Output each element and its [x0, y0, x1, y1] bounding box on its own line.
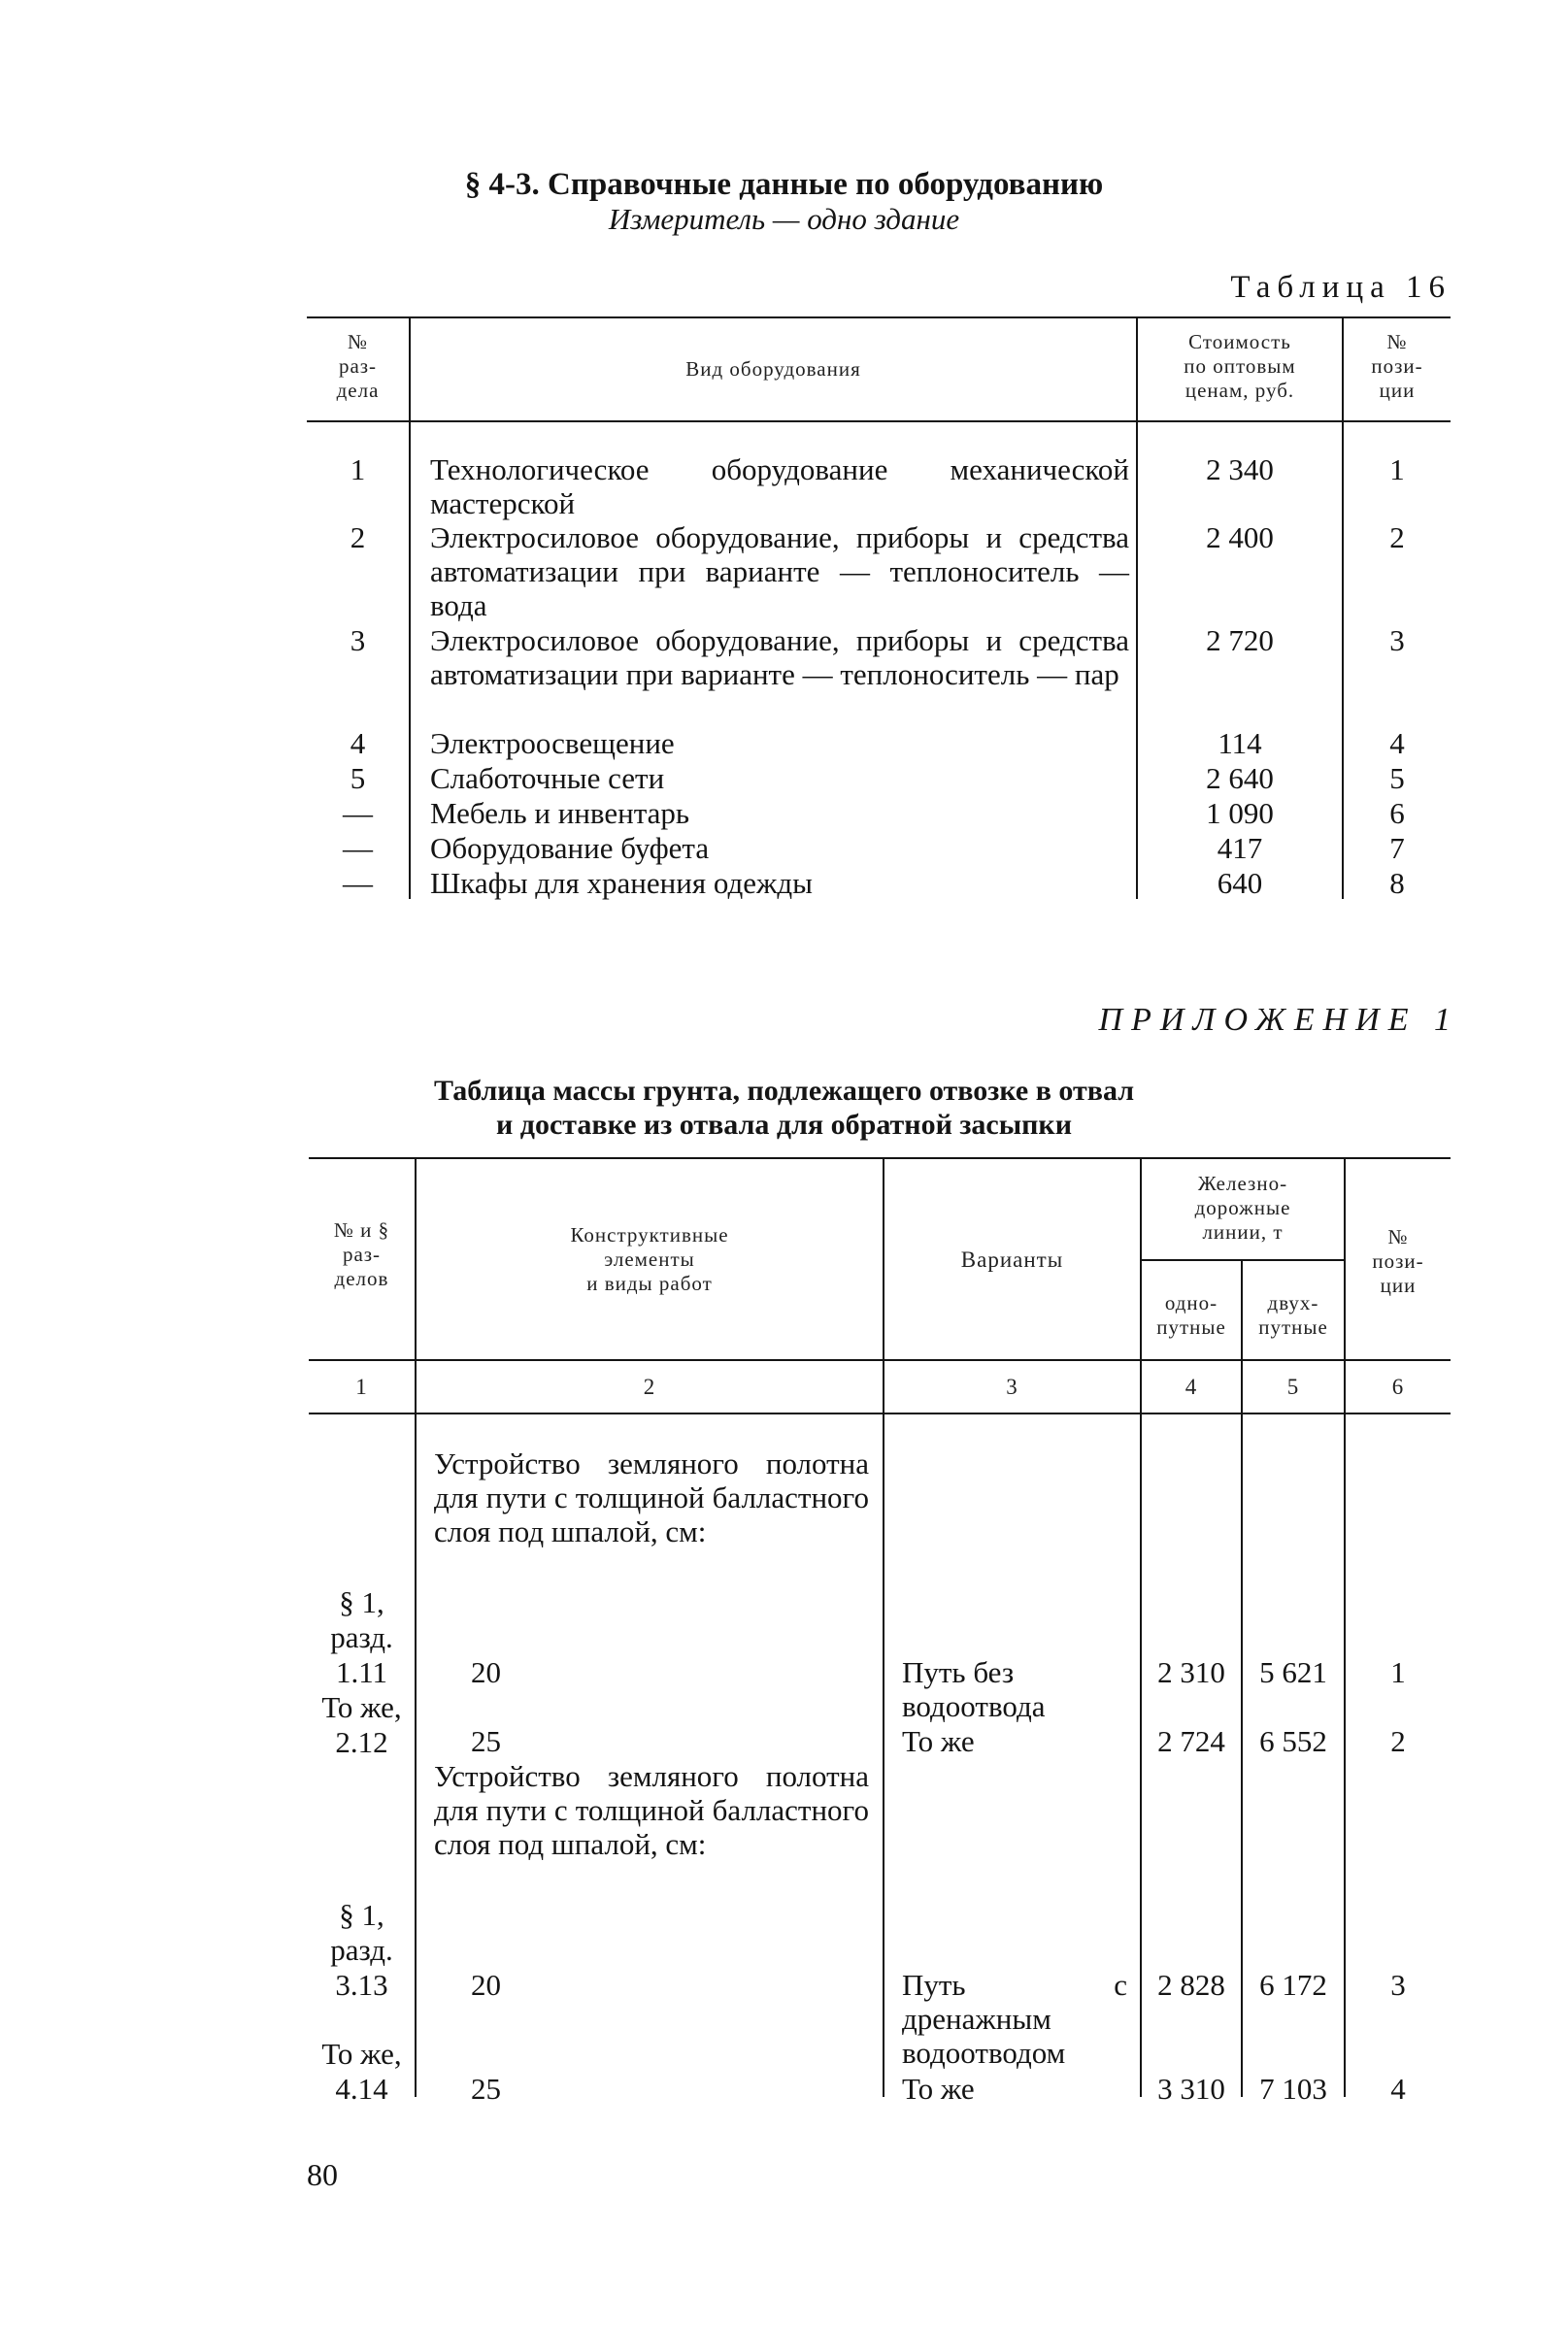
app-header-element: Конструктивные элементы и виды работ — [570, 1223, 729, 1295]
app-element: 20 — [471, 1655, 501, 1689]
app-position: 2 — [1390, 1724, 1406, 1758]
app-header-rail-lines: Железно- дорожные линии, т — [1194, 1172, 1291, 1244]
t16-pos: 4 — [1389, 726, 1405, 760]
app-double-track-value: 7 103 — [1259, 2072, 1327, 2106]
app-ref: То же, 2.12 — [321, 1690, 402, 1759]
app-group-heading: Устройство земляного полотна для пути с толщиной балластного слоя под шпалой, см: — [434, 1759, 869, 1861]
t16-pos: 8 — [1389, 866, 1405, 900]
appendix-label: ПРИЛОЖЕНИЕ 1 — [1098, 1002, 1459, 1038]
t16-name: Шкафы для хранения одежды — [430, 866, 813, 900]
app-position: 4 — [1390, 2072, 1406, 2106]
app-double-track-value: 6 552 — [1259, 1724, 1327, 1758]
t16-cost: 1 090 — [1206, 796, 1274, 830]
app-position: 3 — [1390, 1968, 1406, 2002]
t16-sec: 5 — [350, 761, 366, 795]
t16-name: Технологическое оборудование механической мастерской — [430, 452, 1129, 520]
t16-pos: 5 — [1389, 761, 1405, 795]
section-measure: Измеритель — одно здание — [608, 202, 960, 236]
t16-header-equipment: Вид оборудования — [685, 357, 861, 381]
app-header-double-track: двух- путные — [1258, 1291, 1328, 1339]
app-element: 20 — [471, 1968, 501, 2002]
t16-name: Электросиловое оборудование, приборы и средства автоматизации при варианте — теплоноситель — вода — [430, 520, 1129, 622]
t16-pos: 7 — [1389, 831, 1405, 865]
page-number: 80 — [307, 2157, 338, 2192]
app-single-track-value: 2 310 — [1157, 1655, 1225, 1689]
app-position: 1 — [1390, 1655, 1406, 1689]
t16-name: Электросиловое оборудование, приборы и средства автоматизации при варианте — теплоноситель — пар — [430, 623, 1129, 691]
app-single-track-value: 2 724 — [1157, 1724, 1225, 1758]
app-variant: Путь без водоотвода — [902, 1655, 1046, 1723]
app-header-position: № пози- ции — [1372, 1225, 1424, 1297]
t16-name: Электроосвещение — [430, 726, 675, 760]
t16-name: Слаботочные сети — [430, 761, 665, 795]
t16-cost: 2 400 — [1206, 520, 1274, 554]
app-col-number: 1 — [355, 1375, 368, 1399]
t16-sec: 1 — [350, 452, 366, 486]
app-ref: § 1, разд. 3.13 — [330, 1898, 393, 2002]
t16-cost: 2 640 — [1206, 761, 1274, 795]
t16-name: Мебель и инвентарь — [430, 796, 690, 830]
t16-cost: 640 — [1217, 866, 1263, 900]
app-header-ref: № и § раз- делов — [333, 1218, 390, 1290]
t16-cost: 114 — [1218, 726, 1262, 760]
t16-header-cost: Стоимость по оптовым ценам, руб. — [1184, 330, 1296, 402]
t16-header-position: № пози- ции — [1371, 330, 1423, 402]
app-single-track-value: 2 828 — [1157, 1968, 1225, 2002]
app-col-number: 2 — [643, 1375, 656, 1399]
app-element: 25 — [471, 2072, 501, 2106]
t16-name: Оборудование буфета — [430, 831, 710, 865]
app-variant: То же — [902, 2072, 975, 2106]
app-variant: Путь с дренажным водоотводом — [902, 1968, 1127, 2070]
app-col-number: 5 — [1286, 1375, 1300, 1399]
app-group-heading: Устройство земляного полотна для пути с толщиной балластного слоя под шпалой, см: — [434, 1447, 869, 1548]
app-ref: То же, 4.14 — [321, 2037, 402, 2106]
app-variant: То же — [902, 1724, 975, 1758]
t16-sec: 4 — [350, 726, 366, 760]
app-single-track-value: 3 310 — [1157, 2072, 1225, 2106]
t16-sec: — — [343, 796, 373, 830]
t16-cost: 2 720 — [1206, 623, 1274, 657]
t16-cost: 417 — [1217, 831, 1263, 865]
t16-pos: 3 — [1389, 623, 1405, 657]
app-col-number: 4 — [1184, 1375, 1198, 1399]
app-col-number: 6 — [1391, 1375, 1405, 1399]
t16-sec: 3 — [350, 623, 366, 657]
t16-pos: 2 — [1389, 520, 1405, 554]
app-double-track-value: 6 172 — [1259, 1968, 1327, 2002]
app-header-single-track: одно- путные — [1156, 1291, 1226, 1339]
t16-pos: 1 — [1389, 452, 1405, 486]
table-label: Таблица 16 — [1230, 270, 1451, 305]
t16-sec: 2 — [350, 520, 366, 554]
app-double-track-value: 5 621 — [1259, 1655, 1327, 1689]
app-col-number: 3 — [1006, 1375, 1018, 1399]
t16-cost: 2 340 — [1206, 452, 1274, 486]
t16-header-section: № раз- дела — [336, 330, 380, 402]
t16-pos: 6 — [1389, 796, 1405, 830]
t16-sec: — — [343, 831, 373, 865]
app-ref: § 1, разд. 1.11 — [330, 1585, 393, 1689]
app-element: 25 — [471, 1724, 501, 1758]
app-header-variant: Варианты — [960, 1247, 1064, 1272]
section-title: § 4-3. Справочные данные по оборудованию — [464, 167, 1104, 202]
appendix-title-line2: и доставке из отвала для обратной засыпки — [495, 1109, 1072, 1141]
t16-sec: — — [343, 866, 373, 900]
appendix-title-line1: Таблица массы грунта, подлежащего отвозке в отвал — [433, 1075, 1135, 1107]
